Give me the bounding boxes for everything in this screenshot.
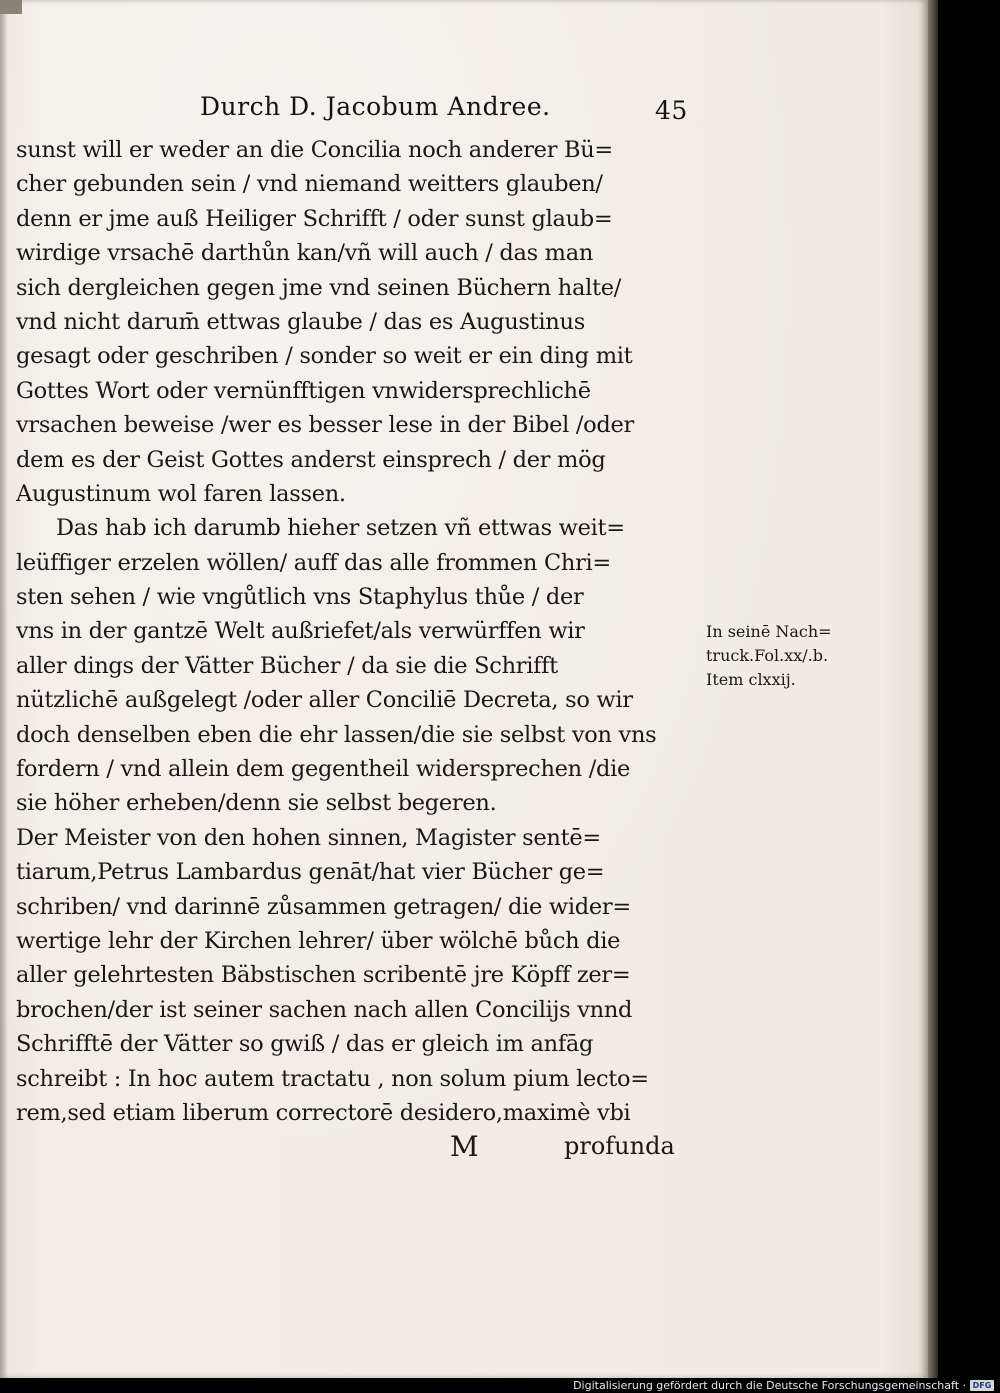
text-line: gesagt oder geschriben / sonder so weit er ein ding mit bbox=[16, 343, 633, 370]
text-line: cher gebunden sein / vnd niemand weitters glauben/ bbox=[16, 171, 603, 198]
marginal-note-line: In seinē Nach= bbox=[706, 622, 832, 641]
text-line: dem es der Geist Gottes anderst einsprech / der mög bbox=[16, 446, 606, 473]
text-line: tiarum,Petrus Lambardus genāt/hat vier Bücher ge= bbox=[16, 859, 605, 886]
running-title: Durch D. Jacobum Andree. bbox=[200, 92, 551, 121]
body-text bbox=[16, 133, 706, 1130]
signature-mark: M bbox=[450, 1130, 479, 1163]
text-line: rem,sed etiam liberum correctorē desidero,maximè vbi bbox=[16, 1099, 631, 1126]
footer-bar bbox=[0, 1378, 1000, 1393]
marginal-note-line: truck.Fol.xx/.b. bbox=[706, 646, 829, 665]
text-line: vrsachen beweise /wer es besser lese in der Bibel /oder bbox=[16, 412, 634, 439]
text-line: aller gelehrtesten Bäbstischen scribentē jre Köpff zer= bbox=[16, 962, 631, 989]
marginal-note bbox=[706, 620, 866, 692]
running-head bbox=[200, 88, 700, 128]
text-line: sie höher erheben/denn sie selbst begeren. bbox=[16, 790, 497, 817]
text-line: Der Meister von den hohen sinnen, Magister sentē= bbox=[16, 824, 601, 851]
text-line: Das hab ich darumb hieher setzen vñ ettwas weit= bbox=[56, 515, 625, 542]
page-edge bbox=[928, 0, 938, 1378]
text-line: sten sehen / wie vngůtlich vns Staphylus thůe / der bbox=[16, 584, 584, 611]
text-line: schreibt : In hoc autem tractatu , non solum pium lecto= bbox=[16, 1065, 649, 1092]
text-line: sunst will er weder an die Concilia noch anderer Bü= bbox=[16, 137, 613, 163]
text-line: aller dings der Vätter Bücher / da sie die Schrifft bbox=[16, 652, 558, 679]
text-line: sich dergleichen gegen jme vnd seinen Büchern halte/ bbox=[16, 274, 622, 301]
text-line: leüffiger erzelen wöllen/ auff das alle frommen Chri= bbox=[16, 549, 611, 576]
text-line: vnd nicht darum̄ ettwas glaube / das es Augustinus bbox=[16, 308, 585, 335]
text-line: vns in der gantzē Welt außriefet/als verwürffen wir bbox=[16, 618, 585, 645]
binding-shadow bbox=[0, 0, 8, 1378]
dfg-logo: DFG bbox=[970, 1380, 994, 1391]
text-line: brochen/der ist seiner sachen nach allen Concilijs vnnd bbox=[16, 996, 633, 1023]
text-line: wertige lehr der Kirchen lehrer/ über wölchē bůch die bbox=[16, 927, 621, 954]
text-line: denn er jme auß Heiliger Schrifft / oder sunst glaub= bbox=[16, 205, 613, 232]
marginal-note-line: Item clxxij. bbox=[706, 670, 796, 689]
text-line: doch denselben eben die ehr lassen/die sie selbst von vns bbox=[16, 721, 657, 748]
catchword-line bbox=[450, 1130, 700, 1166]
page-corner bbox=[0, 0, 22, 14]
catchword: profunda bbox=[564, 1132, 675, 1160]
text-line: wirdige vrsachē darthůn kan/vñ will auch / das man bbox=[16, 240, 594, 267]
page-number: 45 bbox=[655, 96, 688, 125]
text-line: fordern / vnd allein dem gegentheil widersprechen /die bbox=[16, 756, 631, 783]
text-line: schriben/ vnd darinnē zůsammen getragen/ die wider= bbox=[16, 893, 631, 920]
text-line: Augustinum wol faren lassen. bbox=[16, 480, 346, 507]
text-line: Schrifftē der Vätter so gwiß / das er gleich im anfāg bbox=[16, 1031, 594, 1058]
text-line: Gottes Wort oder vernünfftigen vnwidersprechlichē bbox=[16, 377, 591, 404]
text-line: nützlichē außgelegt /oder aller Conciliē Decreta, so wir bbox=[16, 687, 633, 714]
funding-credit: Digitalisierung gefördert durch die Deutsche Forschungsgemeinschaft · bbox=[573, 1379, 966, 1392]
